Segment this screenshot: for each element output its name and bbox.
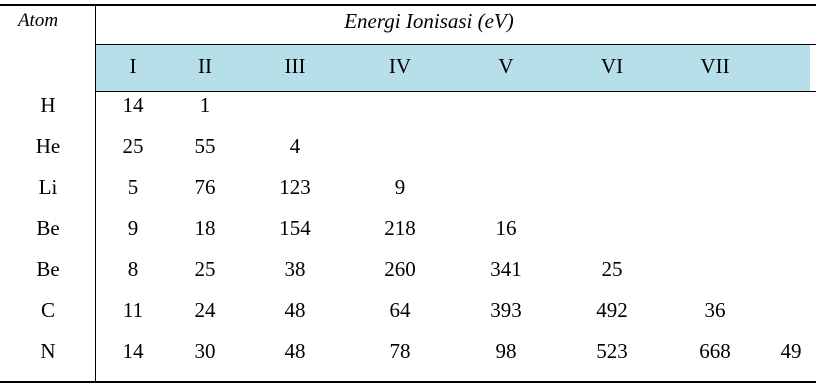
atom-cell: Be (36, 216, 60, 240)
energy-cell: 55 (194, 134, 216, 158)
energy-cell: 5 (127, 175, 139, 199)
energy-cell: 49 (780, 339, 802, 363)
energy-cell: 8 (127, 257, 139, 281)
energy-cell: 1 (199, 93, 211, 117)
table-title: Energi Ionisasi (eV) (344, 9, 514, 33)
level-header-cell: III (284, 54, 306, 78)
energy-cell: 48 (284, 339, 306, 363)
level-header-cell: II (198, 54, 212, 78)
top-rule (0, 4, 816, 6)
level-header-cell: I (129, 54, 137, 78)
atom-cell: H (40, 93, 56, 117)
atom-cell: Be (36, 257, 60, 281)
energy-cell: 25 (601, 257, 623, 281)
energy-cell: 393 (490, 298, 522, 322)
atom-cell: He (35, 134, 61, 158)
bottom-rule (0, 381, 816, 383)
energy-cell: 123 (279, 175, 311, 199)
atom-cell: Li (38, 175, 58, 199)
energy-cell: 14 (122, 339, 144, 363)
level-header-cell: VII (700, 54, 730, 78)
atom-cell: N (40, 339, 56, 363)
level-header-cell: IV (388, 54, 412, 78)
energy-cell: 11 (122, 298, 144, 322)
energy-cell: 260 (384, 257, 416, 281)
energy-cell: 4 (289, 134, 301, 158)
energy-cell: 38 (284, 257, 306, 281)
energy-cell: 523 (596, 339, 628, 363)
atom-cell: C (40, 298, 56, 322)
energy-cell: 16 (495, 216, 517, 240)
energy-cell: 492 (596, 298, 628, 322)
energy-cell: 218 (384, 216, 416, 240)
energy-cell: 36 (704, 298, 726, 322)
energy-cell: 30 (194, 339, 216, 363)
energy-cell: 18 (194, 216, 216, 240)
energy-cell: 48 (284, 298, 306, 322)
energy-cell: 76 (194, 175, 216, 199)
energy-cell: 25 (194, 257, 216, 281)
header-underline (96, 91, 816, 92)
energy-cell: 98 (495, 339, 517, 363)
energy-cell: 341 (490, 257, 522, 281)
energy-cell: 25 (122, 134, 144, 158)
atom-column-header: Atom (17, 10, 59, 31)
atom-column-divider (95, 5, 96, 382)
energy-cell: 14 (122, 93, 144, 117)
energy-cell: 9 (394, 175, 406, 199)
energy-cell: 154 (279, 216, 311, 240)
energy-cell: 64 (389, 298, 411, 322)
energy-cell: 78 (389, 339, 411, 363)
title-underline (96, 44, 816, 45)
level-header-cell: V (498, 54, 514, 78)
energy-cell: 24 (194, 298, 216, 322)
energy-cell: 9 (127, 216, 139, 240)
energy-cell: 668 (699, 339, 731, 363)
level-header-cell: VI (600, 54, 624, 78)
